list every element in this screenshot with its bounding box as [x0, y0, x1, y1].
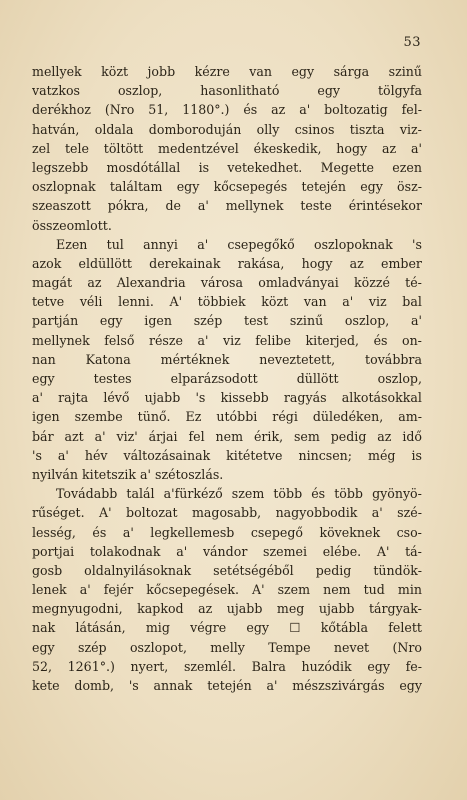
text-line: rűséget. A' boltozat magosabb, nagyobbodik a' szé-: [32, 505, 422, 521]
page-number: 53: [403, 35, 421, 50]
text-line: igen szembe tünő. Ez utóbbi régi düledéken, am-: [32, 409, 422, 425]
text-line: megnyugodni, kapkod az ujabb meg ujabb tárgyak-: [32, 601, 422, 617]
text-line: derékhoz (Nro 51, 1180°.) és az a' boltozatig fel-: [32, 102, 422, 118]
text-line: lenek a' fejér kőcsepegések. A' szem nem tud min: [32, 582, 422, 598]
text-line: nan Katona mértéknek neveztetett, továbbra: [32, 351, 422, 367]
text-line: vatzkos oszlop, hasonlitható egy tölgyfa: [32, 83, 422, 99]
text-line: Továdabb talál a'fürkéző szem több és több gyönyö-: [56, 486, 422, 502]
text-line: mellyek közt jobb kézre van egy sárga szinű: [32, 64, 422, 79]
text-line: egy szép oszlopot, melly Tempe nevet (Nro: [32, 639, 422, 655]
text-line: zel tele töltött medentzével ékeskedik, hogy az a': [32, 140, 422, 156]
body-text: [32, 62, 422, 695]
text-line: gosb oldalnyilásoknak setétségéből pedig tündök-: [32, 562, 422, 578]
text-line: legszebb mosdótállal is vetekedhet. Megette ezen: [32, 159, 422, 175]
text-line: összeomlott.: [32, 217, 112, 233]
text-line: oszlopnak találtam egy kőcsepegés tetején egy ösz-: [32, 179, 422, 195]
text-line: Ezen tul annyi a' csepegőkő oszlopoknak 's: [56, 236, 422, 252]
text-line: tetve véli lenni. A' többiek közt van a' viz bal: [32, 294, 422, 310]
text-line: egy testes elparázsodott düllött oszlop,: [32, 371, 422, 386]
text-line: bár azt a' viz' árjai fel nem érik, sem pedig az idő: [32, 428, 422, 444]
text-line: nak látásán, mig végre egy ☐ kőtábla felett: [32, 620, 422, 636]
text-line: portjai tolakodnak a' vándor szemei elébe. A' tá-: [32, 543, 422, 559]
text-line: partján egy igen szép test szinű oszlop, a': [32, 313, 422, 329]
text-line: a' rajta lévő ujabb 's kissebb ragyás alkotásokkal: [32, 390, 422, 406]
text-line: magát az Alexandria városa omladványai közzé té-: [32, 275, 422, 291]
text-line: nyilván kitetszik a' szétoszlás.: [32, 466, 224, 482]
text-line: szeaszott pókra, de a' mellynek teste érintésekor: [32, 198, 422, 214]
text-line: azok eldüllött derekainak rakása, hogy az ember: [32, 255, 422, 271]
text-line: 's a' hév változásainak kitétetve nincsen; még is: [32, 447, 422, 463]
text-line: kete domb, 's annak tetején a' mészszivárgás egy: [32, 678, 422, 693]
text-line: hatván, oldala domboroduján olly csinos tiszta viz-: [32, 121, 422, 137]
text-line: lesség, és a' legkellemesb csepegő köveknek cso-: [32, 524, 422, 540]
text-line: 52, 1261°.) nyert, szemlél. Balra huzódik egy fe-: [32, 658, 422, 674]
text-line: mellynek felső része a' viz felibe kiterjed, és on-: [32, 332, 422, 348]
